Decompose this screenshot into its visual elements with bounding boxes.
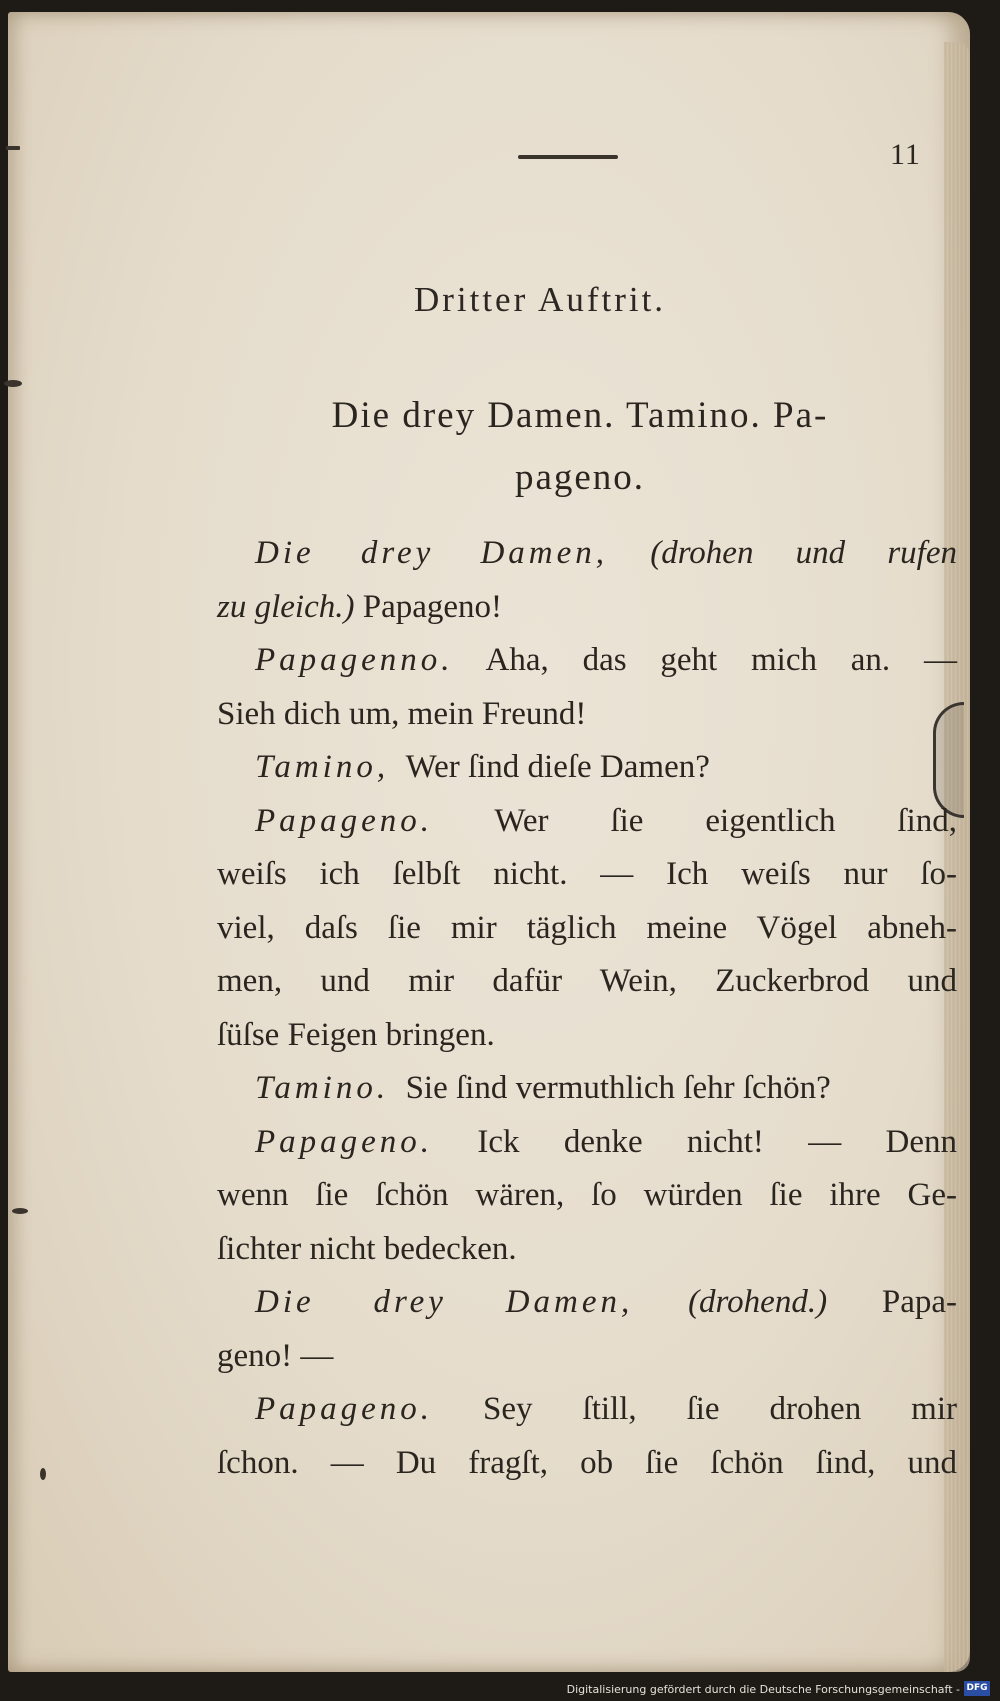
text-line <box>217 688 957 742</box>
margin-mark <box>40 1468 46 1480</box>
margin-mark <box>6 146 20 150</box>
text-line <box>217 1169 957 1223</box>
line-text: viel, daſs ſie mir täglich meine Vögel abneh- <box>217 909 957 946</box>
line-text: Ick denke nicht! — Denn <box>477 1123 957 1160</box>
text-line <box>217 1437 957 1491</box>
stage-direction: zu gleich.) <box>217 588 355 625</box>
speaker-name: Tamino, <box>255 749 390 785</box>
line-text: wenn ſie ſchön wären, ſo würden ſie ihre Ge- <box>217 1177 957 1213</box>
line-text: Aha, das geht mich an. — <box>485 642 957 678</box>
dialogue-text <box>217 527 957 1490</box>
speaker-name: Die drey Damen, <box>255 535 608 571</box>
margin-mark <box>4 380 22 387</box>
cast-list <box>240 385 920 509</box>
speaker-name: Papagenno. <box>255 642 454 678</box>
text-line <box>217 1330 957 1384</box>
text-line <box>217 1009 957 1063</box>
stage-direction: (drohen und rufen <box>650 535 957 571</box>
funding-credit: Digitalisierung gefördert durch die Deutsche Forschungsgemeinschaft - <box>566 1683 960 1696</box>
text-line <box>217 1062 957 1116</box>
line-text: weiſs ich ſelbſt nicht. — Ich weiſs nur ſo- <box>217 856 957 892</box>
line-text: Wer ſind dieſe Damen? <box>405 749 710 785</box>
text-line <box>217 741 957 795</box>
text-line <box>217 581 957 635</box>
line-text: Papa- <box>881 1284 958 1320</box>
line-text: ſichter nicht bedecken. <box>217 1230 517 1267</box>
text-line <box>217 634 957 688</box>
text-line <box>217 1116 957 1170</box>
line-text: men, und mir dafür Wein, Zuckerbrod und <box>217 963 957 999</box>
line-text: Papageno! <box>354 588 503 625</box>
stage-direction: (drohend.) <box>688 1284 828 1320</box>
line-text: ſüſse Feigen bringen. <box>217 1016 495 1053</box>
text-line <box>217 1276 957 1330</box>
line-text: Sieh dich um, mein Freund! <box>217 695 587 732</box>
text-line <box>217 848 957 902</box>
speaker-name: Tamino. <box>255 1070 390 1106</box>
header-rule <box>518 155 618 159</box>
cast-line: Die drey Damen. Tamino. Pa- <box>331 395 829 436</box>
line-text: ſchon. — Du fragſt, ob ſie ſchön ſind, und <box>217 1444 957 1481</box>
scene-title: Dritter Auftrit. <box>413 280 667 319</box>
line-text: Sie ſind vermuthlich ſehr ſchön? <box>405 1070 831 1106</box>
dfg-logo: DFG <box>964 1681 990 1696</box>
speaker-name: Papageno. <box>255 802 434 839</box>
speaker-name: Papageno. <box>255 1391 434 1427</box>
text-line <box>217 1383 957 1437</box>
margin-mark <box>12 1208 28 1214</box>
text-line <box>217 1223 957 1277</box>
cast-line: pageno. <box>514 457 646 498</box>
speaker-name: Die drey Damen, <box>255 1284 634 1320</box>
text-line <box>217 527 957 581</box>
text-line <box>217 902 957 956</box>
line-text: Sey ſtill, ſie drohen mir <box>483 1391 957 1427</box>
page-number: 11 <box>890 138 921 171</box>
text-line <box>217 955 957 1009</box>
line-text: geno! — <box>217 1337 334 1374</box>
line-text: Wer ſie eigentlich ſind, <box>494 802 958 839</box>
text-line <box>217 795 957 849</box>
speaker-name: Papageno. <box>255 1123 434 1160</box>
